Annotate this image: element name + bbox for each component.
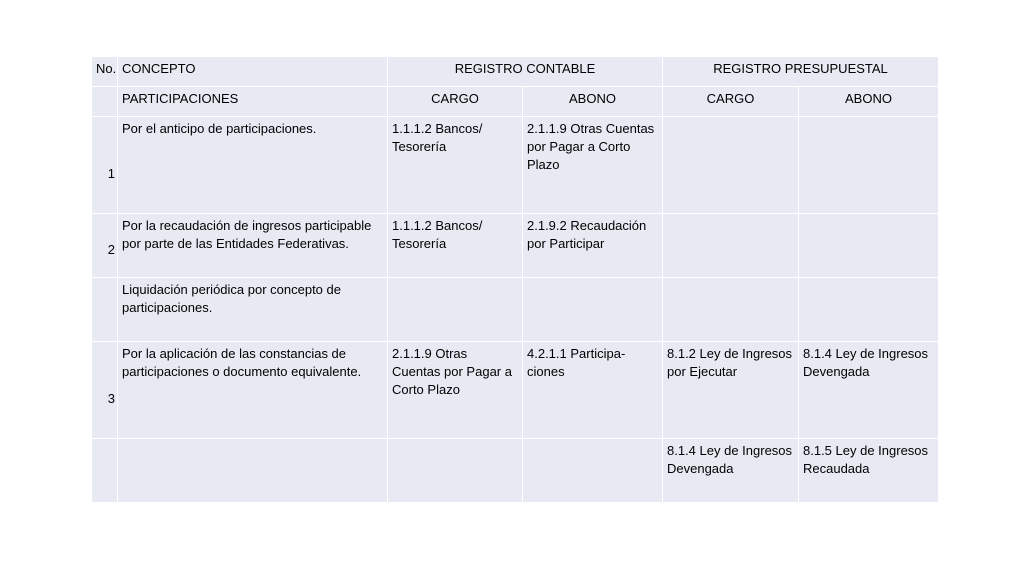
row-presupuestal-cargo bbox=[663, 117, 799, 214]
row-contable-cargo bbox=[388, 439, 523, 503]
accounting-table bbox=[91, 56, 939, 503]
row-contable-abono: 4.2.1.1 Participa-ciones bbox=[523, 342, 663, 439]
row-contable-cargo: 2.1.1.9 Otras Cuentas por Pagar a Corto Plazo bbox=[388, 342, 523, 439]
subheader-contable-abono: ABONO bbox=[523, 87, 663, 117]
row-number bbox=[92, 278, 118, 342]
row-contable-abono: 2.1.1.9 Otras Cuentas por Pagar a Corto Plazo bbox=[523, 117, 663, 214]
row-contable-abono bbox=[523, 439, 663, 503]
row-number bbox=[92, 439, 118, 503]
row-presupuestal-cargo: 8.1.2 Ley de Ingresos por Ejecutar bbox=[663, 342, 799, 439]
row-concepto: Por el anticipo de participaciones. bbox=[118, 117, 388, 214]
header-registro-presupuestal: REGISTRO PRESUPUESTAL bbox=[663, 57, 939, 87]
row-presupuestal-abono: 8.1.5 Ley de Ingresos Recaudada bbox=[799, 439, 939, 503]
row-presupuestal-abono bbox=[799, 278, 939, 342]
row-contable-cargo: 1.1.1.2 Bancos/ Tesorería bbox=[388, 117, 523, 214]
table-row bbox=[92, 117, 939, 214]
header-row bbox=[92, 57, 939, 87]
subheader-presupuestal-cargo: CARGO bbox=[663, 87, 799, 117]
row-concepto: Por la aplicación de las constancias de participaciones o documento equivalente. bbox=[118, 342, 388, 439]
subheader-presupuestal-abono: ABONO bbox=[799, 87, 939, 117]
table-row bbox=[92, 278, 939, 342]
subheader-participaciones: PARTICIPACIONES bbox=[118, 87, 388, 117]
row-contable-abono: 2.1.9.2 Recaudación por Participar bbox=[523, 214, 663, 278]
row-concepto: Por la recaudación de ingresos participable por parte de las Entidades Federativas. bbox=[118, 214, 388, 278]
row-contable-cargo bbox=[388, 278, 523, 342]
subheader-row bbox=[92, 87, 939, 117]
table-row bbox=[92, 214, 939, 278]
row-presupuestal-cargo bbox=[663, 278, 799, 342]
row-concepto bbox=[118, 439, 388, 503]
row-contable-cargo: 1.1.1.2 Bancos/ Tesorería bbox=[388, 214, 523, 278]
row-presupuestal-abono: 8.1.4 Ley de Ingresos Devengada bbox=[799, 342, 939, 439]
row-presupuestal-cargo bbox=[663, 214, 799, 278]
row-number: 2 bbox=[92, 214, 118, 278]
table-row bbox=[92, 439, 939, 503]
row-number: 3 bbox=[92, 342, 118, 439]
table-row bbox=[92, 342, 939, 439]
row-presupuestal-cargo: 8.1.4 Ley de Ingresos Devengada bbox=[663, 439, 799, 503]
row-number: 1 bbox=[92, 117, 118, 214]
row-presupuestal-abono bbox=[799, 214, 939, 278]
row-presupuestal-abono bbox=[799, 117, 939, 214]
subheader-blank bbox=[92, 87, 118, 117]
row-contable-abono bbox=[523, 278, 663, 342]
header-registro-contable: REGISTRO CONTABLE bbox=[388, 57, 663, 87]
subheader-contable-cargo: CARGO bbox=[388, 87, 523, 117]
header-no: No. bbox=[92, 57, 118, 87]
row-concepto: Liquidación periódica por concepto de participaciones. bbox=[118, 278, 388, 342]
header-concepto: CONCEPTO bbox=[118, 57, 388, 87]
